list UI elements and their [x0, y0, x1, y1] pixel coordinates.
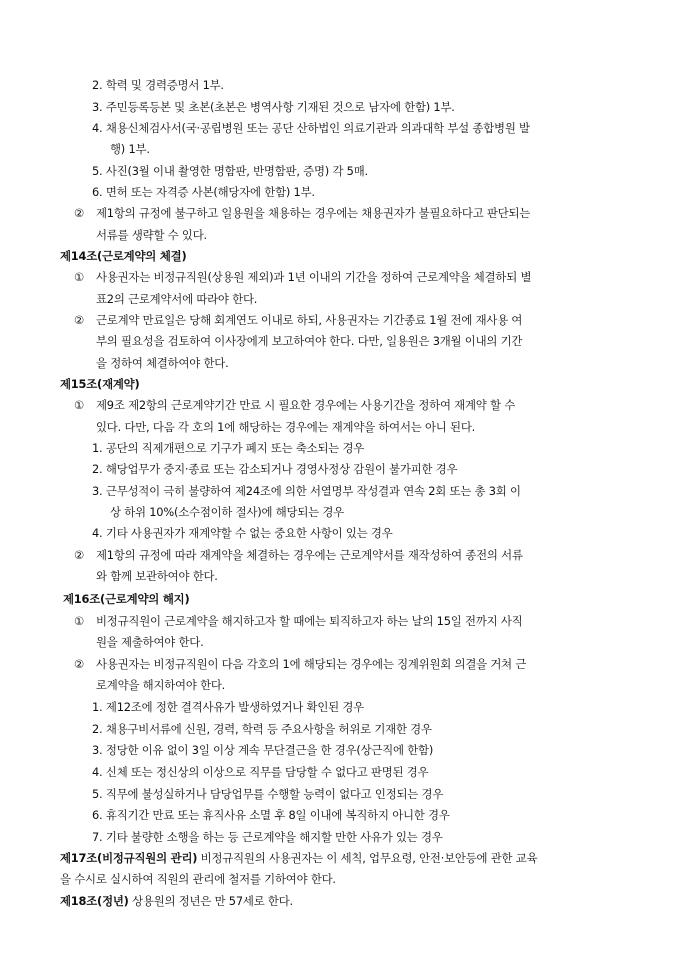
paragraph: ② 제1항의 규정에 따라 재계약을 체결하는 경우에는 근로계약서를 재작성하여 종전의 서류: [74, 548, 523, 562]
paragraph-continuation: 로계약을 해지하여야 한다.: [96, 678, 226, 692]
paragraph: ② 제1항의 규정에 불구하고 일용원을 채용하는 경우에는 채용권자가 불필요하다고 판단되는: [74, 206, 531, 220]
list-item: 2. 채용구비서류에 신원, 경력, 학력 등 주요사항을 허위로 기재한 경우: [92, 722, 432, 736]
article-heading: 제18조(정년): [60, 894, 129, 908]
paragraph: ② 근로계약 만료일은 당해 회계연도 이내로 하되, 사용권자는 기간종료 1월 전에 재사용 여: [74, 313, 523, 327]
article-heading: 제16조(근로계약의 해지): [63, 592, 190, 606]
paragraph-continuation: 표2의 근로계약서에 따라야 한다.: [96, 292, 258, 306]
list-item: 4. 채용신체검사서(국·공립병원 또는 공단 산하법인 의료기관과 의과대학 부설 종합병원 발: [92, 121, 530, 135]
paragraph: ① 비정규직원이 근로계약을 해지하고자 할 때에는 퇴직하고자 하는 날의 15일 전까지 사직: [74, 614, 523, 628]
list-item: 4. 기타 사용권자가 재계약할 수 없는 중요한 사항이 있는 경우: [92, 526, 393, 540]
paragraph-continuation: 있다. 다만, 다음 각 호의 1에 해당하는 경우에는 재계약을 하여서는 아니 된다.: [96, 420, 476, 434]
list-item: 5. 사진(3월 이내 촬영한 명함판, 반명함판, 증명) 각 5매.: [92, 164, 368, 178]
list-item: 1. 공단의 직제개편으로 기구가 폐지 또는 축소되는 경우: [92, 441, 365, 455]
list-item: 3. 주민등록등본 및 초본(초본은 병역사항 기재된 것으로 남자에 한함) 1부.: [92, 100, 455, 114]
list-item: 3. 정당한 이유 없이 3일 이상 계속 무단결근을 한 경우(상근직에 한함): [92, 743, 434, 757]
paragraph-continuation: 을 정하여 체결하여야 한다.: [96, 356, 229, 370]
list-item: 1. 제12조에 정한 결격사유가 발생하였거나 확인된 경우: [92, 700, 364, 714]
list-item-continuation: 상 하위 10%(소수점이하 절사)에 해당되는 경우: [110, 505, 344, 519]
paragraph: ② 사용권자는 비정규직원이 다음 각호의 1에 해당되는 경우에는 징계위원회 의결을 거쳐 근: [74, 657, 527, 671]
paragraph-continuation: 을 수시로 실시하여 직원의 관리에 철저를 기하여야 한다.: [60, 872, 336, 886]
list-item: 3. 근무성적이 극히 불량하여 제24조에 의한 서열명부 작성결과 연속 2회 또는 총 3회 이: [92, 484, 521, 498]
list-item: 7. 기타 불량한 소행을 하는 등 근로계약을 해지할 만한 사유가 있는 경우: [92, 830, 443, 844]
paragraph: ① 사용권자는 비정규직원(상용원 제외)과 1년 이내의 기간을 정하여 근로계약을 체결하되 별: [74, 270, 532, 284]
article-heading: 제14조(근로계약의 체결): [60, 249, 187, 263]
paragraph-continuation: 와 함께 보관하여야 한다.: [96, 569, 218, 583]
paragraph-continuation: 서류를 생략할 수 있다.: [96, 228, 207, 242]
list-item: 4. 신체 또는 정신상의 이상으로 직무를 담당할 수 없다고 판명된 경우: [92, 765, 429, 779]
article-paragraph: 제17조(비정규직원의 관리) 비정규직원의 사용권자는 이 세칙, 업무요령, 안전·보안등에 관한 교육: [60, 851, 538, 865]
list-item: 2. 해당업무가 중지·종료 또는 감소되거나 경영사정상 감원이 불가피한 경우: [92, 462, 458, 476]
list-item: 6. 휴직기간 만료 또는 휴직사유 소멸 후 8일 이내에 복직하지 아니한 경우: [92, 808, 450, 822]
article-heading: 제17조(비정규직원의 관리): [60, 851, 198, 865]
paragraph-continuation: 원을 제출하여야 한다.: [96, 635, 204, 649]
paragraph-continuation: 부의 필요성을 검토하여 이사장에게 보고하여야 한다. 다만, 일용원은 3개월 이내의 기간: [96, 334, 523, 348]
article-heading: 제15조(재계약): [60, 377, 140, 391]
list-item-continuation: 행) 1부.: [110, 142, 150, 156]
list-item: 2. 학력 및 경력증명서 1부.: [92, 78, 224, 92]
paragraph: ① 제9조 제2항의 근로계약기간 만료 시 필요한 경우에는 사용기간을 정하여 재계약 할 수: [74, 398, 516, 412]
list-item: 5. 직무에 불성실하거나 담당업무를 수행할 능력이 없다고 인정되는 경우: [92, 787, 444, 801]
article-paragraph: 제18조(정년) 상용원의 정년은 만 57세로 한다.: [60, 894, 293, 908]
list-item: 6. 면허 또는 자격증 사본(해당자에 한함) 1부.: [92, 185, 315, 199]
